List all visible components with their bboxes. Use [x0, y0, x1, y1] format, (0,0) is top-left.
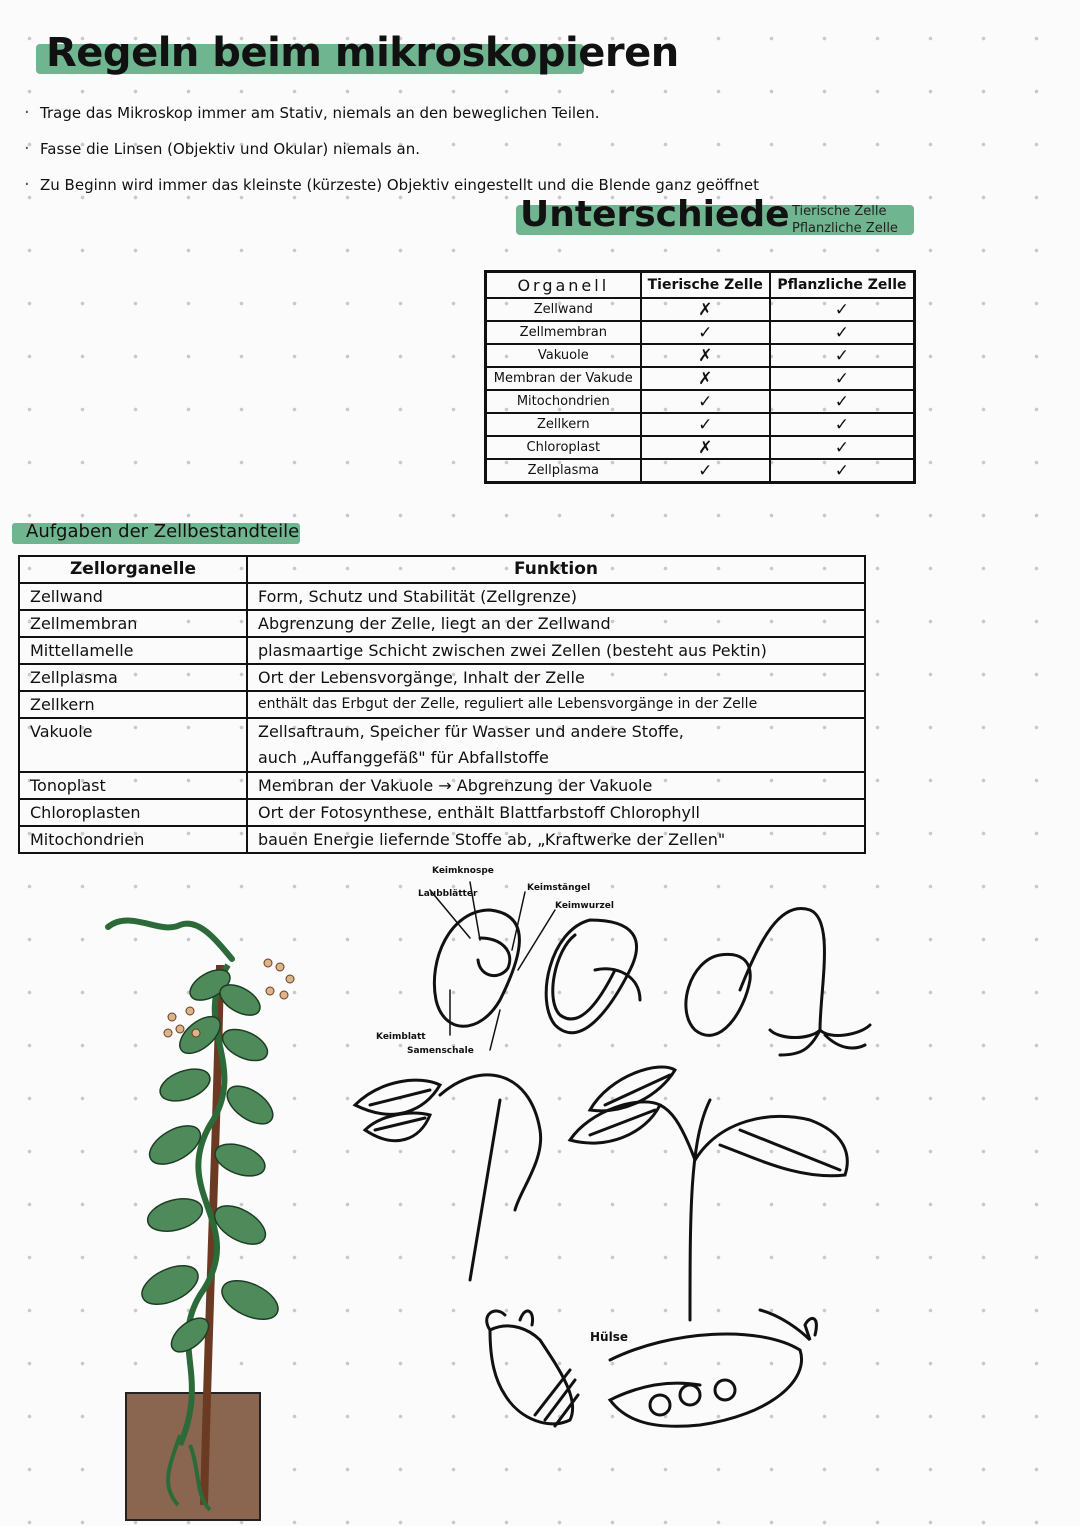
table-row	[486, 344, 915, 367]
organelle-function: Ort der Fotosynthese, enthält Blattfarbstoff Chlorophyll	[247, 799, 865, 826]
organelle-function: Form, Schutz und Stabilität (Zellgrenze)	[247, 583, 865, 610]
col-organell: Organell	[486, 272, 641, 299]
table-row	[486, 413, 915, 436]
table-row	[486, 367, 915, 390]
organell-name: Vakuole	[486, 344, 641, 367]
table-row	[19, 772, 865, 799]
differences-table	[484, 270, 916, 484]
organelle-name: Chloroplasten	[19, 799, 247, 826]
rules-list	[24, 100, 924, 208]
table-row	[19, 583, 865, 610]
legend-plant: Pflanzliche Zelle	[792, 221, 898, 236]
table-row	[486, 298, 915, 321]
col-function: Funktion	[247, 556, 865, 583]
organelle-function	[247, 718, 865, 772]
function-line: Zellsaftraum, Speicher für Wasser und andere Stoffe,	[258, 722, 684, 741]
animal-mark: ✗	[641, 436, 770, 459]
table-row	[19, 610, 865, 637]
bean-plant-illustration	[100, 905, 310, 1520]
seed-stage-1	[430, 882, 555, 1050]
bean-pod	[610, 1310, 816, 1426]
organell-name: Zellwand	[486, 298, 641, 321]
organelle-name: Zellplasma	[19, 664, 247, 691]
label-samenschale: Samenschale	[407, 1046, 474, 1056]
vine-top	[108, 920, 232, 959]
organell-name: Zellplasma	[486, 459, 641, 483]
plant-mark: ✓	[770, 344, 915, 367]
differences-legend	[792, 203, 898, 237]
seedling-stage-4	[355, 1075, 541, 1280]
organelle-function: enthält das Erbgut der Zelle, reguliert alle Lebensvorgänge in der Zelle	[247, 691, 865, 718]
germination-drawing	[340, 860, 880, 1440]
table-header-row	[486, 272, 915, 299]
label-keimwurzel: Keimwurzel	[555, 901, 614, 911]
rule-item: · Fasse die Linsen (Objektiv und Okular) niemals an.	[24, 136, 924, 172]
plant-mark: ✓	[770, 413, 915, 436]
function-line: auch „Auffanggefäß" für Abfallstoffe	[258, 748, 549, 767]
table-header-row	[19, 556, 865, 583]
bean-flower	[487, 1311, 578, 1426]
rule-item: · Trage das Mikroskop immer am Stativ, niemals an den beweglichen Teilen.	[24, 100, 924, 136]
col-organelle: Zellorganelle	[19, 556, 247, 583]
label-huelse: Hülse	[590, 1330, 628, 1344]
table-row	[486, 390, 915, 413]
organell-name: Zellkern	[486, 413, 641, 436]
animal-mark: ✓	[641, 321, 770, 344]
seedling-stage-5	[570, 1067, 847, 1320]
table-row	[19, 637, 865, 664]
organelle-name: Mitochondrien	[19, 826, 247, 853]
organelle-function: plasmaartige Schicht zwischen zwei Zellen (besteht aus Pektin)	[247, 637, 865, 664]
plant-mark: ✓	[770, 436, 915, 459]
plant-mark: ✓	[770, 321, 915, 344]
animal-mark: ✗	[641, 344, 770, 367]
organelle-name: Tonoplast	[19, 772, 247, 799]
plant-mark: ✓	[770, 459, 915, 483]
functions-table	[18, 555, 866, 854]
seed-stage-3	[686, 908, 870, 1055]
label-laubblaetter: Laubblätter	[418, 889, 478, 899]
organell-name: Membran der Vakude	[486, 367, 641, 390]
table-row	[19, 691, 865, 718]
table-row	[486, 321, 915, 344]
organelle-function: Ort der Lebensvorgänge, Inhalt der Zelle	[247, 664, 865, 691]
functions-title: Aufgaben der Zellbestandteile	[26, 521, 300, 542]
col-plant: Pflanzliche Zelle	[770, 272, 915, 299]
organelle-name: Vakuole	[19, 718, 247, 772]
organelle-name: Mittellamelle	[19, 637, 247, 664]
differences-title: Unterschiede	[520, 194, 790, 235]
animal-mark: ✓	[641, 390, 770, 413]
table-row	[19, 799, 865, 826]
plant-mark: ✓	[770, 390, 915, 413]
table-row	[486, 436, 915, 459]
page-title: Regeln beim mikroskopieren	[46, 30, 679, 76]
table-row	[19, 826, 865, 853]
organell-name: Chloroplast	[486, 436, 641, 459]
seed-stage-2	[546, 920, 640, 1033]
organelle-function: Membran der Vakuole → Abgrenzung der Vakuole	[247, 772, 865, 799]
rule-item: · Zu Beginn wird immer das kleinste (kürzeste) Objektiv eingestellt und die Blende ganz geöffnet	[24, 172, 924, 208]
animal-mark: ✗	[641, 298, 770, 321]
label-keimstaengel: Keimstängel	[527, 883, 591, 893]
label-keimknospe: Keimknospe	[432, 866, 494, 876]
label-keimblatt: Keimblatt	[376, 1032, 426, 1042]
animal-mark: ✓	[641, 459, 770, 483]
organelle-function: Abgrenzung der Zelle, liegt an der Zellwand	[247, 610, 865, 637]
table-row	[19, 664, 865, 691]
organelle-name: Zellmembran	[19, 610, 247, 637]
legend-animal: Tierische Zelle	[792, 204, 887, 219]
table-row	[486, 459, 915, 483]
organell-name: Mitochondrien	[486, 390, 641, 413]
organelle-function: bauen Energie liefernde Stoffe ab, „Kraftwerke der Zellen"	[247, 826, 865, 853]
animal-mark: ✗	[641, 367, 770, 390]
plant-mark: ✓	[770, 298, 915, 321]
table-row	[19, 718, 865, 772]
animal-mark: ✓	[641, 413, 770, 436]
plant-mark: ✓	[770, 367, 915, 390]
organelle-name: Zellwand	[19, 583, 247, 610]
col-animal: Tierische Zelle	[641, 272, 770, 299]
organell-name: Zellmembran	[486, 321, 641, 344]
organelle-name: Zellkern	[19, 691, 247, 718]
